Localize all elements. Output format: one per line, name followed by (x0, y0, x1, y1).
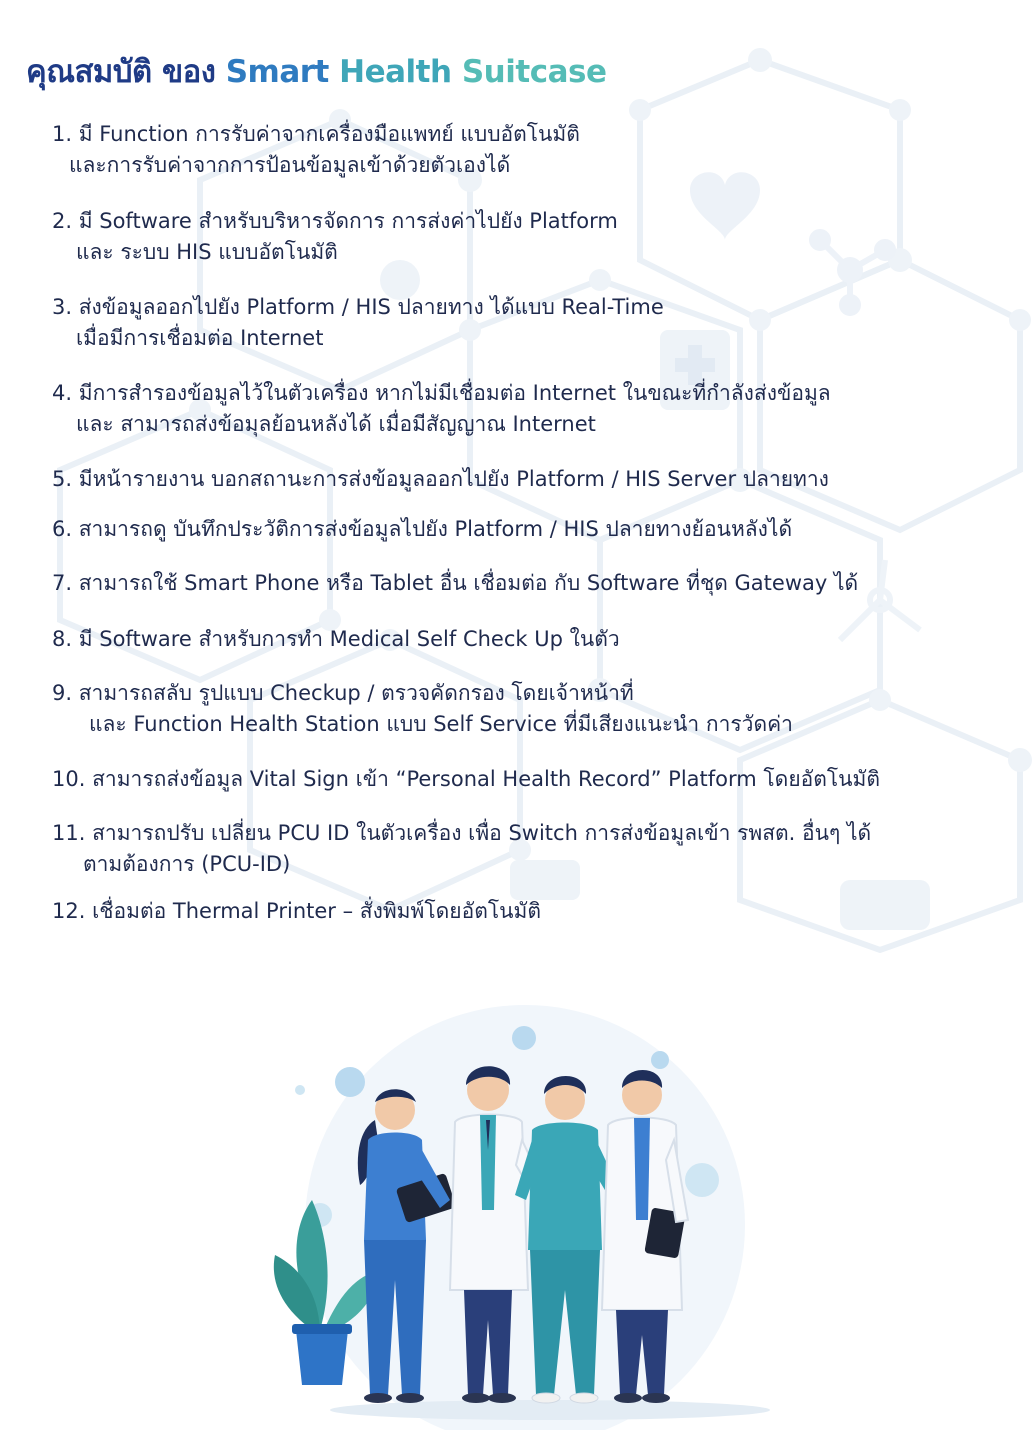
feature-line-cont: และ สามารถส่งข้อมุลย้อนหลังได้ เมื่อมีสัญญาณ Internet (76, 412, 596, 436)
feature-item-10 (52, 764, 880, 795)
title-health: Health (339, 54, 452, 90)
feature-item-4 (52, 378, 831, 440)
feature-text: มีหน้ารายงาน บอกสถานะการส่งข้อมูลออกไปยัง Platform / HIS Server ปลายทาง (78, 467, 829, 491)
feature-text: สามารถสลับ รูปแบบ Checkup / ตรวจคัดกรอง โดยเจ้าหน้าที่ (78, 681, 634, 705)
feature-text: มี Function การรับค่าจากเครื่องมือแพทย์ แบบอัตโนมัติ (78, 122, 580, 146)
feature-number: 8. (52, 627, 73, 651)
feature-text: สามารถดู บันทึกประวัติการส่งข้อมูลไปยัง Platform / HIS ปลายทางย้อนหลังได้ (78, 517, 793, 541)
title-thai: คุณสมบัติ ของ (26, 54, 216, 90)
feature-line (52, 678, 793, 709)
feature-line-cont: และ Function Health Station แบบ Self Service ที่มีเสียงแนะนำ การวัดค่า (89, 712, 793, 736)
feature-line (52, 624, 620, 655)
feature-item-11 (52, 818, 871, 880)
feature-line (52, 568, 858, 599)
feature-number: 7. (52, 571, 73, 595)
feature-line (52, 292, 664, 323)
feature-number: 5. (52, 467, 73, 491)
feature-line-cont: ตามต้องการ (PCU-ID) (83, 852, 291, 876)
feature-text: เชื่อมต่อ Thermal Printer – สั่งพิมพ์โดยอัตโนมัติ (92, 899, 541, 923)
feature-line (52, 896, 541, 927)
feature-text: ส่งข้อมูลออกไปยัง Platform / HIS ปลายทาง ได้แบบ Real-Time (78, 295, 664, 319)
feature-text: มี Software สำหรับบริหารจัดการ การส่งค่าไปยัง Platform (78, 209, 618, 233)
feature-number: 10. (52, 767, 86, 791)
feature-line-cont: เมื่อมีการเชื่อมต่อ Internet (76, 326, 324, 350)
feature-line (52, 764, 880, 795)
feature-number: 3. (52, 295, 73, 319)
feature-number: 9. (52, 681, 73, 705)
medical-staff-illustration (250, 990, 790, 1430)
feature-text: สามารถใช้ Smart Phone หรือ Tablet อื่น เชื่อมต่อ กับ Software ที่ชุด Gateway ได้ (78, 571, 859, 595)
feature-line (52, 464, 829, 495)
feature-item-2 (52, 206, 618, 268)
feature-text: มี Software สำหรับการทำ Medical Self Check Up ในตัว (78, 627, 620, 651)
feature-line (52, 514, 792, 545)
title-suitcase: Suitcase (461, 54, 607, 90)
feature-number: 1. (52, 122, 73, 146)
feature-item-1 (52, 119, 580, 181)
feature-number: 12. (52, 899, 86, 923)
feature-item-7 (52, 568, 858, 599)
feature-item-8 (52, 624, 620, 655)
feature-item-6 (52, 514, 792, 545)
feature-line (52, 119, 580, 150)
feature-item-9 (52, 678, 793, 740)
feature-text: สามารถปรับ เปลี่ยน PCU ID ในตัวเครื่อง เพื่อ Switch การส่งข้อมูลเข้า รพสต. อื่นๆ ได้ (92, 821, 872, 845)
feature-text: สามารถส่งข้อมูล Vital Sign เข้า “Personal Health Record” Platform โดยอัตโนมัติ (92, 767, 880, 791)
feature-line (52, 206, 618, 237)
feature-line (52, 818, 871, 849)
feature-line (52, 378, 831, 409)
feature-number: 11. (52, 821, 86, 845)
feature-text: มีการสำรองข้อมูลไว้ในตัวเครื่อง หากไม่มีเชื่อมต่อ Internet ในขณะที่กำลังส่งข้อมูล (78, 381, 831, 405)
feature-item-3 (52, 292, 664, 354)
feature-item-5 (52, 464, 829, 495)
feature-number: 2. (52, 209, 73, 233)
feature-item-12 (52, 896, 541, 927)
feature-number: 6. (52, 517, 73, 541)
feature-number: 4. (52, 381, 73, 405)
feature-line-cont: และการรับค่าจากการป้อนข้อมูลเข้าด้วยตัวเองได้ (69, 153, 511, 177)
feature-line-cont: และ ระบบ HIS แบบอัตโนมัติ (76, 240, 338, 264)
title-smart: Smart (225, 54, 329, 90)
